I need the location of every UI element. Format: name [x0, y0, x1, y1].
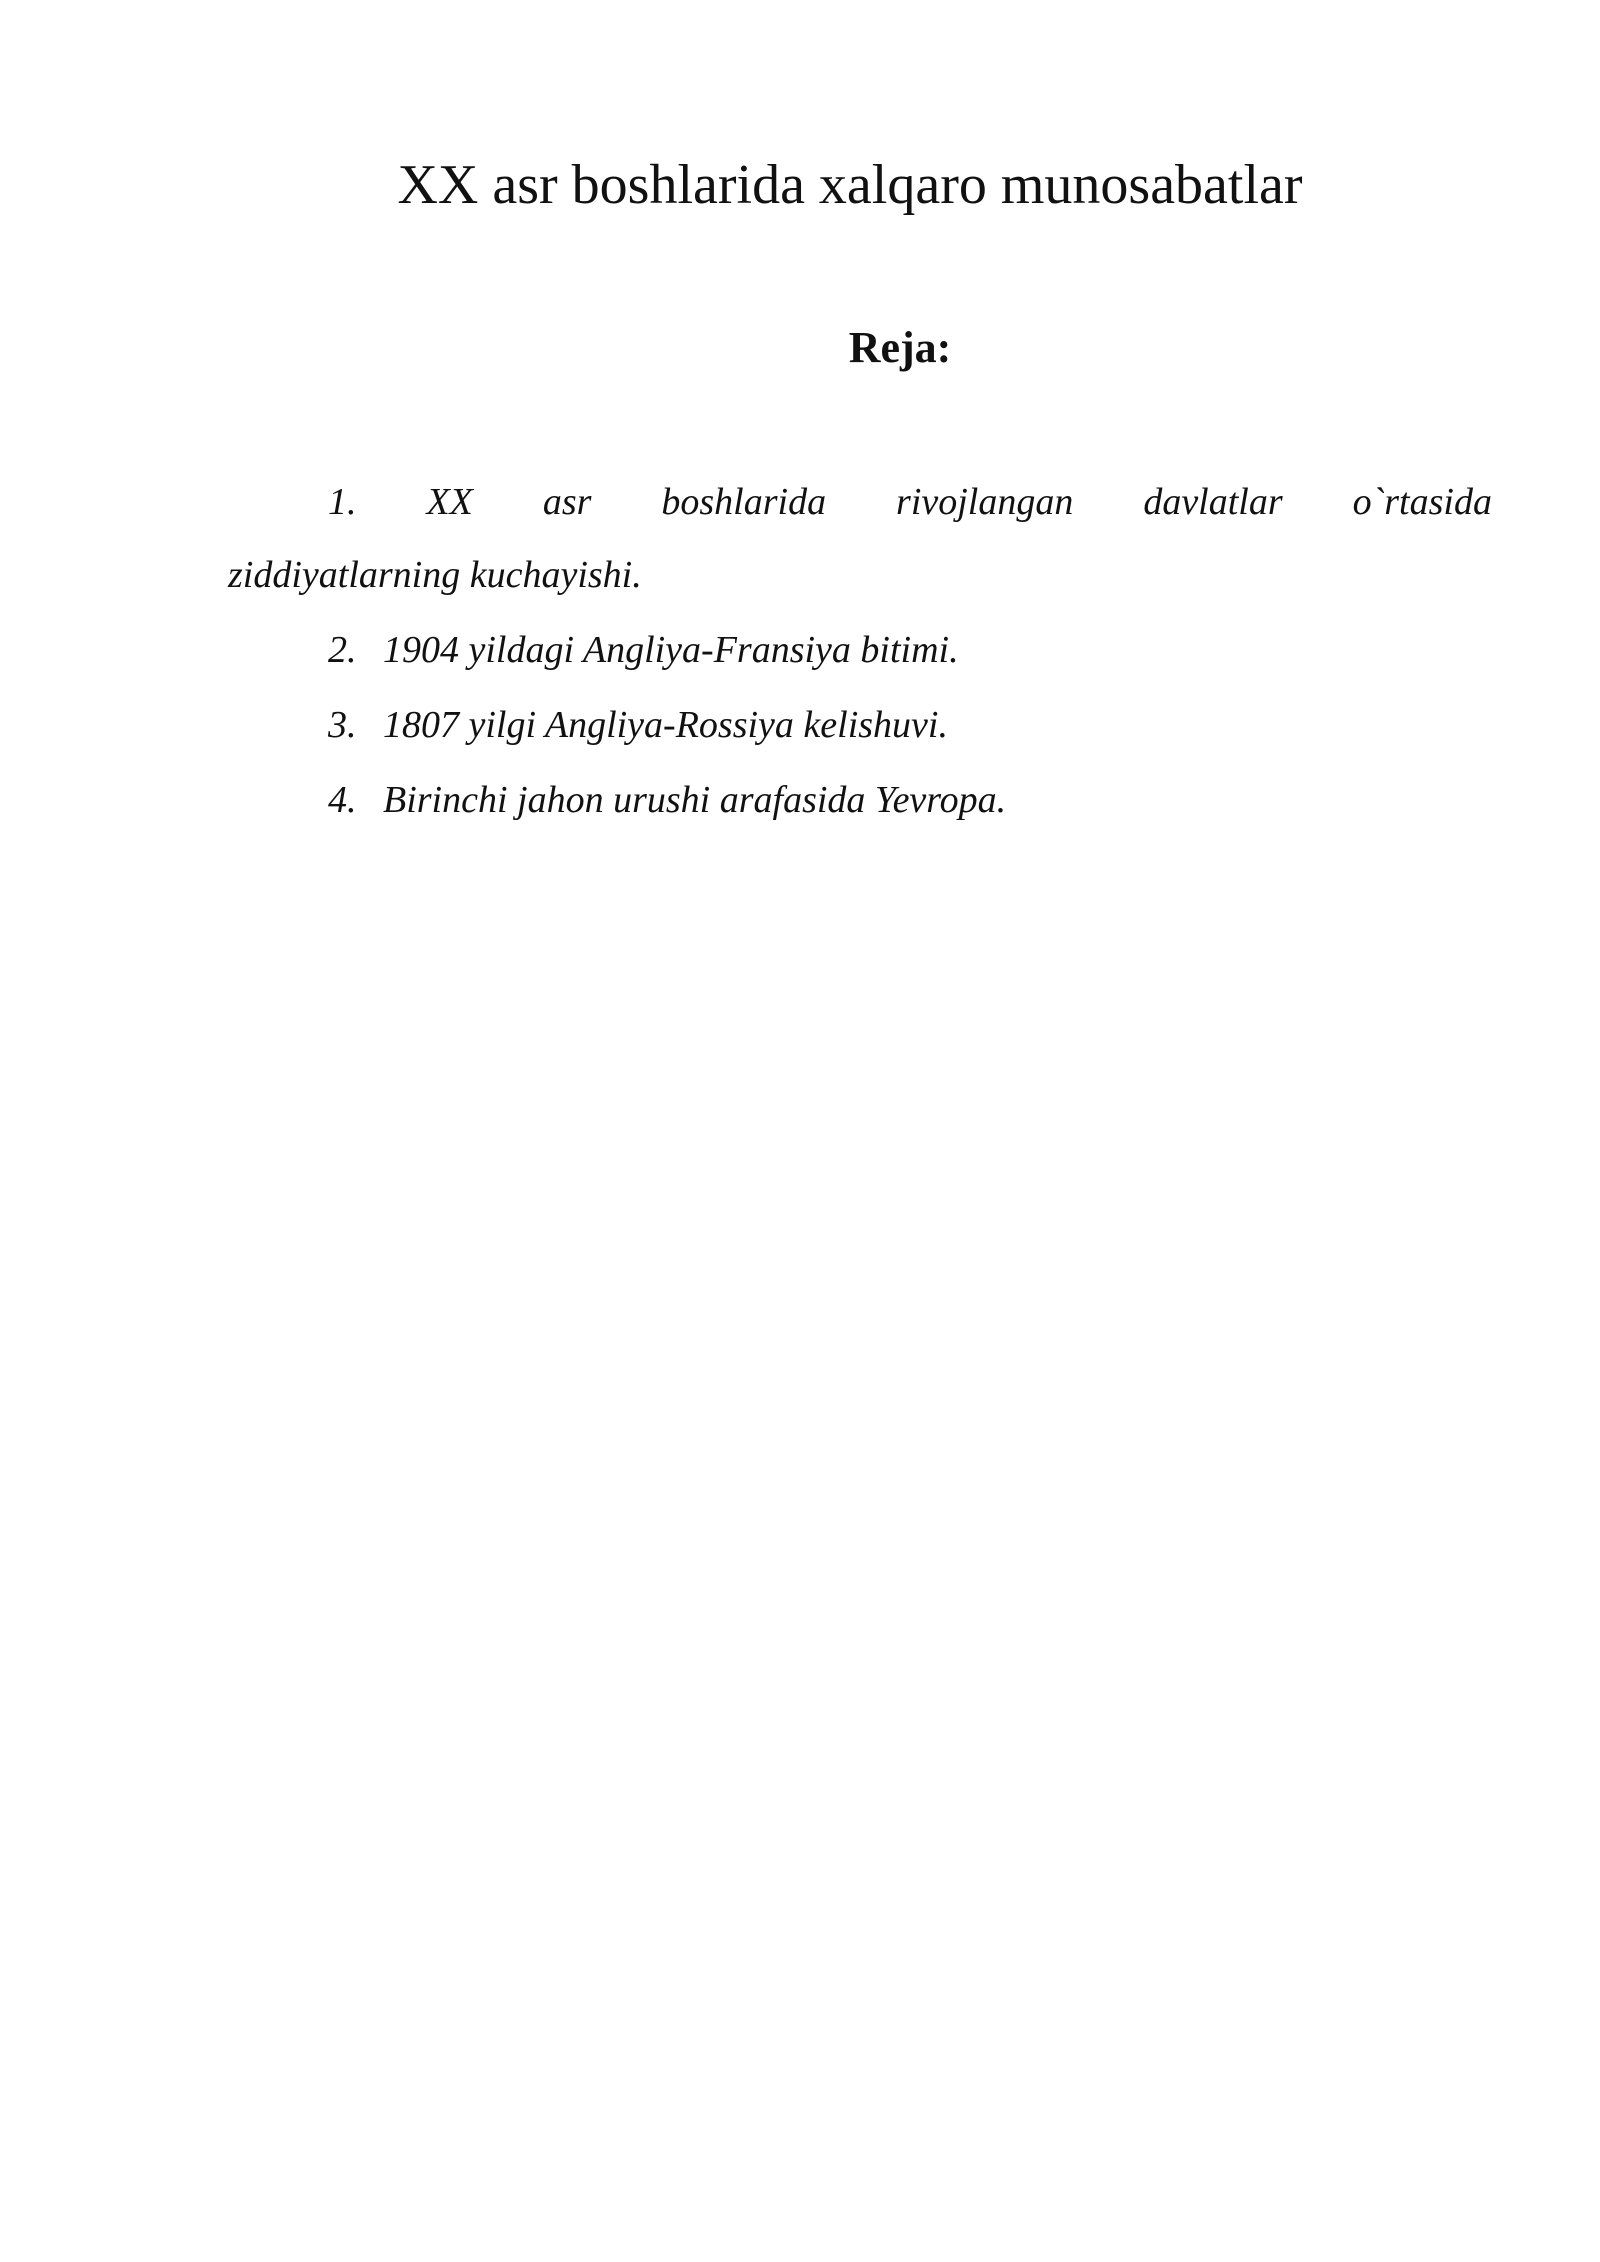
plan-item-1-word: rivojlangan: [896, 481, 1074, 523]
plan-item-1-word: asr: [542, 481, 592, 523]
plan-item-1-first-line: [228, 465, 1492, 540]
plan-item-1-word: boshlarida: [661, 481, 827, 523]
plan-item-text: 1807 yilgi Angliya-Rossiya kelishuvi.: [383, 704, 948, 746]
plan-heading: Reja:: [848, 323, 952, 372]
plan-item-2: [228, 613, 1492, 688]
plan-item-text: 1904 yildagi Angliya-Fransiya bitimi.: [383, 629, 959, 671]
plan-item-text: Birinchi jahon urushi arafasida Yevropa.: [383, 779, 1007, 821]
plan-item-number: 2.: [328, 629, 357, 671]
plan-item-1-word: davlatlar: [1143, 481, 1283, 523]
plan-item-number: 4.: [328, 779, 357, 821]
plan-item-1-word: XX: [426, 481, 473, 523]
document-title: XX asr boshlarida xalqaro munosabatlar: [397, 154, 1303, 216]
plan-item-1: [228, 465, 1492, 613]
plan-list: [228, 465, 1492, 838]
plan-item-1-word: o`rtasida: [1352, 481, 1492, 523]
plan-item-1-word: 1.: [328, 481, 357, 523]
plan-item-1-continuation: ziddiyatlarning kuchayishi.: [228, 554, 642, 596]
plan-item-number: 3.: [328, 704, 357, 746]
plan-item-3: [228, 688, 1492, 763]
plan-item-4: [228, 763, 1492, 838]
